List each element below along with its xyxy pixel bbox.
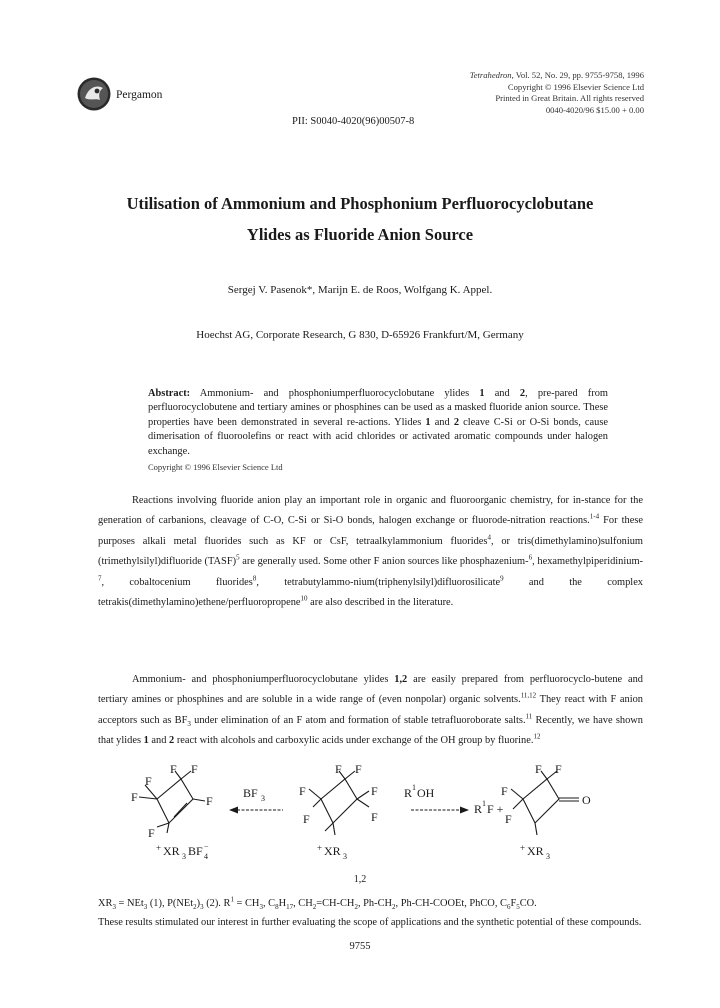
affiliation: Hoechst AG, Corporate Research, G 830, D-65926 Frankfurt/M, Germany (196, 329, 524, 341)
copyright-line: Copyright © 1996 Elsevier Science Ltd (507, 81, 644, 92)
svg-text:F: F (555, 765, 562, 776)
page-number: 9755 (349, 941, 371, 952)
authors: Sergej V. Pasenok*, Marijn E. de Roos, Wolfgang K. Appel. (227, 284, 493, 296)
title-line-2: Ylides as Fluoride Anion Source (246, 225, 474, 244)
svg-text:F: F (299, 784, 306, 798)
svg-text:1: 1 (482, 799, 486, 808)
journal-name: Tetrahedron (469, 70, 512, 80)
journal-citation: , Vol. 52, No. 29, pp. 9755-9758, 1996 (511, 70, 644, 80)
title-line-1: Utilisation of Ammonium and Phosphonium Perfluorocyclobutane (126, 194, 594, 213)
reaction-scheme (95, 765, 655, 875)
abstract-label: Abstract: (148, 388, 191, 399)
svg-text:XR: XR (163, 844, 180, 858)
scheme-label: 1,2 (353, 874, 367, 885)
svg-text:OH: OH (417, 786, 435, 800)
svg-text:F: F (355, 765, 362, 776)
svg-text:+: + (317, 843, 323, 853)
issn-line: 0040-4020/96 $15.00 + 0.00 (545, 104, 644, 115)
svg-text:F: F (501, 784, 508, 798)
svg-text:+: + (520, 843, 526, 853)
svg-text:F +: F + (487, 802, 504, 816)
paragraph-1: Reactions involving fluoride anion play an important role in organic and fluoroorganic chemistry, for in-stance for the generation of carbanions, cleavage of C-O, C-Si or Si-O bonds, halogen exchange or fluorode-nitration reactions.$^{1-4}$ For these purposes alkali metal fluorides such as KF or CsF, tetraalkylammonium fluorides$^4$, or tris(dimethylamino)sulfonium (trimethylsilyl)difluoride (TASF)$^5$ are generally used. Some other F anion sources like phosphazenium-$^6$, hexamethylpiperidinium-$^7$, cobaltocenium fluorides$^8$, tetrabutylammo-nium(triphenylsilyl)difluorosilicate$^9$ and the complex tetrakis(dimethylamino)ethene/perfluoropropene$^{10}$ are also described in the literature. (98, 495, 644, 609)
scheme-definitions: $XR_3 = NEt_3$ (1), $P(NEt_2)_3$ (2). $R^1 = CH_3$, $C_8H_{17}$, $CH_2=CH-CH_2$, $Ph-CH_2$, Ph-CH-COOEt, PhCO, $C_6F_5CO$. These results stimulated our interest in further evaluating the scope of applications and the synthetic potential of these compounds. (98, 894, 658, 932)
scheme-atom: F (145, 774, 152, 788)
svg-text:−: − (204, 842, 209, 851)
abstract-copyright: Copyright © 1996 Elsevier Science Ltd (148, 462, 283, 473)
svg-text:F: F (303, 812, 310, 826)
svg-text:F: F (335, 765, 342, 776)
closing-sentence: These results stimulated our interest in further evaluating the scope of applications and the synthetic potential of these compounds. (98, 917, 642, 928)
svg-text:F: F (371, 784, 378, 798)
abstract: Abstract: Ammonium- and phosphoniumperfluorocyclobutane ylides 1 and 2, pre-pared from perfluorocyclobutene and tertiary amines or phosphines can be used as a masked fluoride anion source. These properties have been demonstrated in several re-actions. Ylides 1 and 2 cleave C-Si or O-Si bonds, cause dimerisation of fluoroolefins or react with acid chlorides or activated aromatic compounds under halogen exchange. Copyright © 1996 Elsevier Science Ltd (148, 387, 608, 474)
svg-text:XR: XR (324, 844, 341, 858)
svg-text:F: F (535, 765, 542, 776)
article-title (60, 188, 660, 250)
publisher-name: Pergamon (116, 89, 163, 101)
svg-text:+: + (156, 843, 162, 853)
svg-text:BF: BF (243, 786, 258, 800)
paragraph-2: Ammonium- and phosphoniumperfluorocyclobutane ylides 1,2 are easily prepared from perfluorocyclo-butene and tertiary amines or phosphines and are soluble in a wide range of (even nonpolar) organic solvents.$^{11,12}$ They react with F anion acceptors such as $BF_3$ under elimination of an F atom and formation of stable tetrafluoroborate salts.$^{11}$ Recently, we have shown that ylides 1 and 2 react with alcohols and carboxylic acids under exchange of the OH group by fluorine.$^{12}$ (98, 674, 644, 747)
publisher-logo (76, 76, 112, 112)
svg-text:F: F (191, 765, 198, 776)
svg-text:R: R (404, 786, 413, 800)
svg-text:F: F (170, 765, 177, 776)
svg-text:F: F (148, 826, 155, 840)
svg-text:3: 3 (343, 852, 347, 861)
pii: PII: S0040-4020(96)00507-8 (292, 116, 415, 127)
svg-text:R: R (474, 802, 483, 816)
svg-text:3: 3 (182, 852, 186, 861)
svg-text:4: 4 (204, 852, 208, 861)
svg-text:O: O (582, 793, 591, 807)
svg-text:F: F (206, 794, 213, 808)
printed-line: Printed in Great Britain. All rights reserved (495, 93, 644, 103)
svg-text:F: F (371, 810, 378, 824)
svg-text:F: F (505, 812, 512, 826)
svg-text:BF: BF (188, 844, 203, 858)
journal-meta (384, 70, 644, 116)
svg-text:F: F (131, 790, 138, 804)
svg-text:XR: XR (527, 844, 544, 858)
svg-text:3: 3 (546, 852, 550, 861)
svg-text:1: 1 (412, 783, 416, 792)
svg-text:3: 3 (261, 794, 265, 803)
